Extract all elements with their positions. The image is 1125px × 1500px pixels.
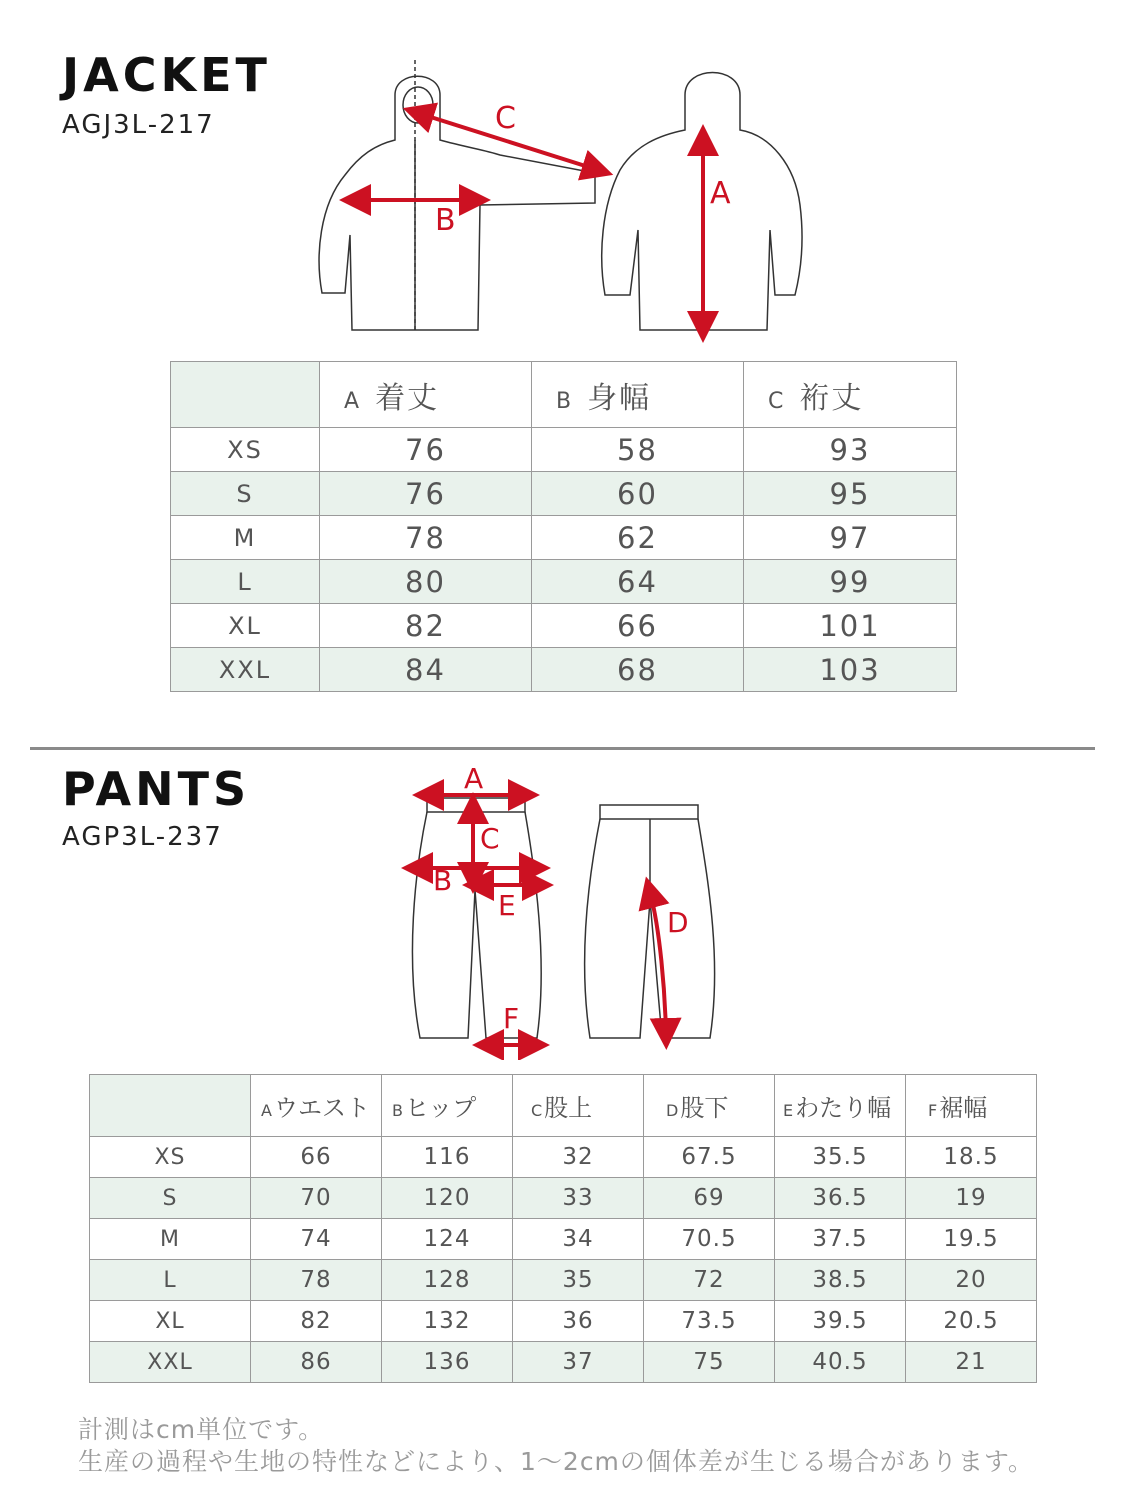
jacket-code: AGJ3L-217 [62,110,215,140]
jacket-label-c: C [495,101,516,136]
table-row [171,648,957,692]
pants-header-row [90,1075,1037,1137]
table-cell: 37 [513,1342,644,1383]
table-cell: 70.5 [644,1219,775,1260]
jacket-header-a: A 着丈 [320,362,532,428]
table-row [90,1301,1037,1342]
pants-header-a: Aウエスト [251,1075,382,1137]
table-cell: 36 [513,1301,644,1342]
size-label: S [171,472,320,516]
table-row [90,1260,1037,1301]
table-cell: 82 [320,604,532,648]
pants-label-f: F [503,1002,520,1035]
table-row [171,428,957,472]
pants-label-e: E [498,889,516,922]
table-cell: 76 [320,428,532,472]
table-cell: 97 [744,516,957,560]
table-cell: 39.5 [775,1301,906,1342]
pants-size-table [89,1074,1037,1383]
table-cell: 99 [744,560,957,604]
table-cell: 76 [320,472,532,516]
table-cell: 62 [532,516,744,560]
table-cell: 103 [744,648,957,692]
table-cell: 33 [513,1178,644,1219]
table-cell: 58 [532,428,744,472]
table-cell: 19 [906,1178,1037,1219]
pants-label-b: B [433,864,453,897]
table-cell: 38.5 [775,1260,906,1301]
table-cell: 60 [532,472,744,516]
pants-header-f: F裾幅 [906,1075,1037,1137]
note-unit: 計測はcm単位です。 [78,1415,325,1444]
table-row [90,1178,1037,1219]
table-cell: 120 [382,1178,513,1219]
section-divider [30,747,1095,750]
pants-title: PANTS [62,762,251,816]
table-cell: 78 [320,516,532,560]
pants-header-c: C股上 [513,1075,644,1137]
size-label: XL [90,1301,251,1342]
pants-label-a: A [464,762,484,795]
pants-label-c: C [480,822,500,855]
size-label: XS [171,428,320,472]
table-cell: 132 [382,1301,513,1342]
jacket-header-b: B 身幅 [532,362,744,428]
table-cell: 40.5 [775,1342,906,1383]
table-cell: 95 [744,472,957,516]
table-cell: 68 [532,648,744,692]
pants-header-d: D股下 [644,1075,775,1137]
table-cell: 19.5 [906,1219,1037,1260]
size-label: XS [90,1137,251,1178]
jacket-label-b: B [435,203,456,238]
pants-code: AGP3L-237 [62,822,223,852]
jacket-header-c: C 裄丈 [744,362,957,428]
table-row [90,1219,1037,1260]
pants-header-e: Eわたり幅 [775,1075,906,1137]
table-cell: 101 [744,604,957,648]
table-cell: 20 [906,1260,1037,1301]
table-cell: 21 [906,1342,1037,1383]
table-row [171,560,957,604]
table-cell: 37.5 [775,1219,906,1260]
table-cell: 32 [513,1137,644,1178]
table-cell: 136 [382,1342,513,1383]
table-cell: 75 [644,1342,775,1383]
table-cell: 82 [251,1301,382,1342]
table-cell: 78 [251,1260,382,1301]
size-label: XXL [171,648,320,692]
table-cell: 116 [382,1137,513,1178]
table-row [90,1137,1037,1178]
table-cell: 70 [251,1178,382,1219]
pants-label-d: D [667,906,689,939]
note-variance: 生産の過程や生地の特性などにより、1〜2cmの個体差が生じる場合があります。 [78,1447,1034,1476]
table-row [171,472,957,516]
table-cell: 18.5 [906,1137,1037,1178]
table-cell: 128 [382,1260,513,1301]
table-cell: 74 [251,1219,382,1260]
jacket-title: JACKET [62,48,271,102]
table-cell: 72 [644,1260,775,1301]
pants-header-b: Bヒップ [382,1075,513,1137]
table-cell: 86 [251,1342,382,1383]
table-cell: 93 [744,428,957,472]
jacket-header-corner [171,362,320,428]
table-row [171,604,957,648]
pants-front-outline [412,798,541,1038]
size-label: XXL [90,1342,251,1383]
table-cell: 84 [320,648,532,692]
size-label: L [90,1260,251,1301]
jacket-size-table [170,361,957,692]
jacket-diagram [300,55,820,345]
table-cell: 36.5 [775,1178,906,1219]
jacket-front-outline [319,60,595,330]
size-label: S [90,1178,251,1219]
table-cell: 124 [382,1219,513,1260]
table-row [90,1342,1037,1383]
table-cell: 35.5 [775,1137,906,1178]
table-cell: 69 [644,1178,775,1219]
jacket-header-row [171,362,957,428]
pants-diagram [400,760,730,1060]
table-cell: 66 [532,604,744,648]
size-label: XL [171,604,320,648]
table-cell: 35 [513,1260,644,1301]
pants-header-corner [90,1075,251,1137]
table-cell: 73.5 [644,1301,775,1342]
table-row [171,516,957,560]
table-cell: 34 [513,1219,644,1260]
table-cell: 66 [251,1137,382,1178]
table-cell: 80 [320,560,532,604]
table-cell: 67.5 [644,1137,775,1178]
jacket-label-a: A [710,176,731,211]
size-label: L [171,560,320,604]
table-cell: 20.5 [906,1301,1037,1342]
pants-back-outline [585,805,715,1038]
size-label: M [171,516,320,560]
table-cell: 64 [532,560,744,604]
size-label: M [90,1219,251,1260]
